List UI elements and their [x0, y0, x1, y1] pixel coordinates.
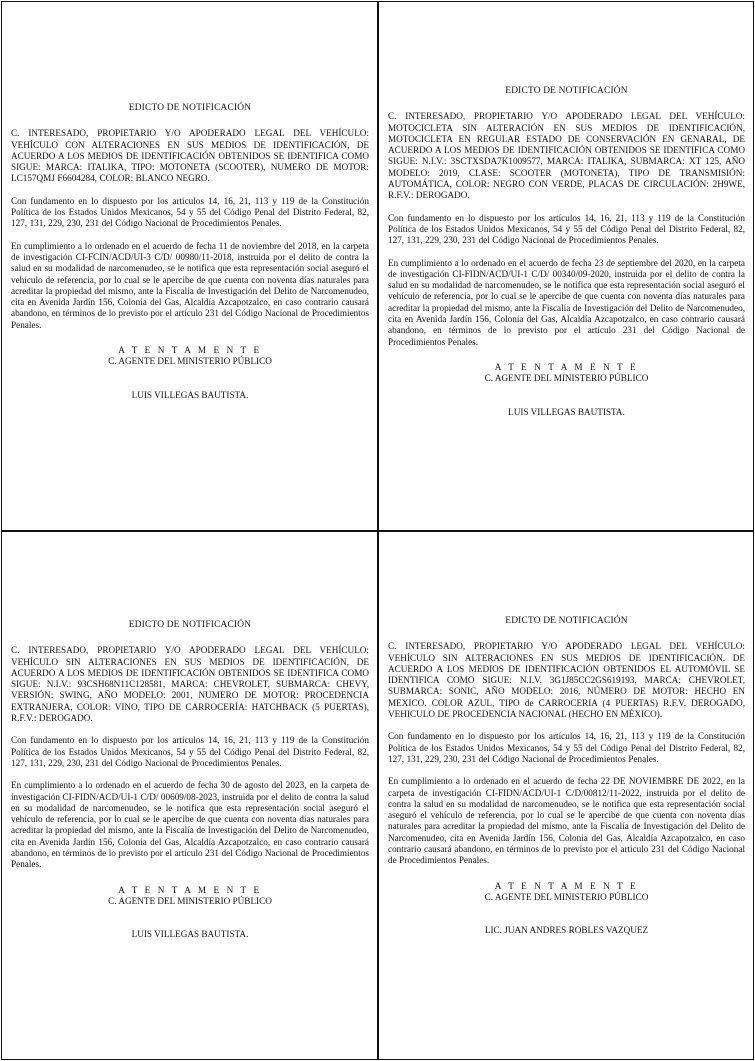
notice-bottom-right: [378, 531, 754, 1060]
legal-basis-paragraph: Con fundamento en lo dispuesto por los artículos 14, 16, 21, 113 y 119 de la Constitución Política de los Estados Unidos Mexicanos, 54 y 55 del Código Penal del Distrito Federal, 82, 127, 131, 229, 230, 231 del Código Nacional de Procedimientos Penales.: [388, 731, 745, 764]
notice-title: EDICTO DE NOTIFICACIÓN: [505, 86, 628, 96]
notice-title: EDICTO DE NOTIFICACIÓN: [128, 103, 252, 113]
legal-basis-paragraph: Con fundamento en lo dispuesto por los artículos 14, 16, 21, 113 y 119 de la Constitución Política de los Estados Unidos Mexicanos, 54 y 55 del Código Penal del Distrito Federal, 82, 127, 131, 229, 230, 231 del Código Nacional de Procedimientos Penales.: [11, 195, 369, 229]
closing-block: [11, 345, 369, 401]
notice-body: [388, 86, 745, 418]
order-paragraph: En cumplimiento a lo ordenado en el acuerdo de fecha 23 de septiembre del 2020, en la carpeta de investigación CI-FIDN/ACD/UI-1 C/D/ 00340/09-2020, instruida por el delito de contra la salud en su modalidad de narcomenudeo, se le notifica que esta representación social aseguró el vehículo de referencia, por lo cual se le apercibe de que cuenta con noventa días naturales para acreditar la propiedad del mismo, ante la Fiscalía de Investigación del Delito de Narcomenudeo, cita en Avenida Jardín 156, Colonia del Gas, Alcaldía Azcapotzalco, en caso contrario causará abandono, en términos de lo previsto por el artículo 231 del Código Nacional de Procedimientos Penales.: [388, 257, 745, 347]
order-paragraph: En cumplimiento a lo ordenado en el acuerdo de fecha 22 DE NOVIEMBRE DE 2022, en la carpeta de investigación CI-FIDN/ACD/UI-1 C/D/00812/11-2022, instruida por el delito de contra la salud en su modalidad de narcomenudeo, se le notifica que esta representación social aseguró el vehículo de referencia, por lo cual se le apercibe de que cuenta con noventa días naturales para acreditar la propiedad del mismo, ante la Fiscalía de Investigación del Delito de Narcomenudeo, cita en Avenida Jardín 156, Colonia del Gas, Alcaldía Azcapotzalco, en caso contrario causará abandono, en términos de lo previsto por el artículo 231 del Código Nacional de Procedimientos Penales.: [388, 776, 745, 866]
attentively-line: A T E N T A M E N T E: [118, 345, 262, 356]
signer-role: C. AGENTE DEL MINISTERIO PÚBLICO: [108, 895, 272, 906]
addressee-paragraph: C. INTERESADO, PROPIETARIO Y/O APODERADO LEGAL DEL VEHÍCULO: MOTOCICLETA SIN ALTERACIÓN EN SUS MEDIOS DE IDENTIFICACIÓN, MOTOCICLETA EN REGULAR ESTADO DE CONSERVACIÓN EN GENARAL, DE ACUERDO A LOS MEDIOS DE IDENTIFICACIÓN OBTENIDOS SE IDENTIFICA COMO SIGUE: N.I.V.: 3SCTXSDA7K1009577, MARCA: ITALIKA, SUBMARCA: XT 125, AÑO MODELO: 2019, CLASE: SCOOTER (MOTONETA), TIPO DE TRANSMISIÓN: AUTOMÁTICA, COLOR: NEGRO CON VERDE, PLACAS DE CIRCULACIÓN: 2H9WE, R.F.V.: DEROGADO.: [388, 111, 745, 201]
closing-block: [388, 362, 745, 418]
closing-block: [11, 885, 369, 941]
addressee-paragraph: C. INTERESADO, PROPIETARIO Y/O APODERADO LEGAL DEL VEHÍCULO: VEHÍCULO SIN ALTERACIONES EN SUS MEDIOS DE IDENTIFICACIÓN, DE ACUERDO A LOS MEDIOS DE IDENTIFICACIÓN OBTENIDOS SE IDENTIFICA COMO SIGUE: N.I.V.: 93CSH68N11C128581, MARCA: CHEVROLET, SUBMARCA: CHEVY, VERSIÓN: SWING, AÑO MODELO: 2001, NUMERO DE MOTOR: PROCEDENCIA EXTRANJERA, COLOR: VINO, TIPO DE CARROCERÍA: HATCHBACK (5 PUERTAS), R.F.V.: DEROGADO.: [11, 645, 369, 724]
attentively-line: A T E N T A M E N T E: [118, 884, 262, 895]
notice-body: [388, 616, 745, 937]
attentively-line: A T E N T A M E N T E: [494, 361, 639, 372]
notice-bottom-left: [1, 531, 378, 1060]
attentively-line: A T E N T A M E N T E: [494, 880, 639, 891]
notice-body: [11, 103, 369, 401]
signer-role: C. AGENTE DEL MINISTERIO PÚBLICO: [484, 891, 649, 902]
notice-top-right: [378, 1, 754, 531]
notice-title: EDICTO DE NOTIFICACIÓN: [128, 620, 252, 630]
order-paragraph: En cumplimiento a lo ordenado en el acuerdo de fecha 11 de noviembre del 2018, en la carpeta de investigación CI-FCIN/ACD/UI-3 C/D/ 00980/11-2018, instruida por el delito de contra la salud en su modalidad de narcomenudeo, se le notifica que esta representación social aseguró el vehículo de referencia, por lo cual se le apercibe de que cuenta con noventa días naturales para acreditar la propiedad del mismo, ante la Fiscalía de Investigación del Delito de Narcomenudeo, cita en Avenida Jardín 156, Colonia del Gas, Alcaldía Azcapotzalco, en caso contrario causará abandono, en términos de lo previsto por el artículo 231 del Código Nacional de Procedimientos Penales.: [11, 240, 369, 330]
addressee-paragraph: C. INTERESADO, PROPIETARIO Y/O APODERADO LEGAL DEL VEHÍCULO: VEHÍCULO CON ALTERACIONES EN SUS MEDIOS DE IDENTIFICACIÓN, DE ACUERDO A LOS MEDIOS DE IDENTIFICACIÓN OBTENIDOS SE IDENTIFICA COMO SIGUE: MARCA: ITALIKA, TIPO: MOTONETA (SCOOTER), NUMERO DE MOTOR: LC157QMJ F6604284, COLOR: BLANCO NEGRO.: [11, 128, 369, 184]
order-paragraph: En cumplimiento a lo ordenado en el acuerdo de fecha 30 de agosto del 2023, en la carpeta de investigación CI-FIDN/ACD/UI-1 C/D/ 00609/08-2023, instruida por el delito de contra la salud en su modalidad de narcomenudeo, se le notifica que esta representación social aseguró el vehículo de referencia, por lo cual se le apercibe de que cuenta con noventa días naturales para acreditar la propiedad del mismo, ante la Fiscalía de Investigación del Delito de Narcomenudeo, cita en Avenida Jardín 156, Colonia del Gas, Alcaldía Azcapotzalco, en caso contrario causará abandono, en términos de lo previsto por el artículo 231 del Código Nacional de Procedimientos Penales.: [11, 780, 369, 870]
notice-title: EDICTO DE NOTIFICACIÓN: [505, 616, 628, 626]
legal-basis-paragraph: Con fundamento en lo dispuesto por los artículos 14, 16, 21, 113 y 119 de la Constitución Política de los Estados Unidos Mexicanos, 54 y 55 del Código Penal del Distrito Federal, 82, 127, 131, 229, 230, 231 del Código Nacional de Procedimientos Penales.: [11, 735, 369, 768]
closing-block: [388, 881, 745, 937]
signer-name: LUIS VILLEGAS BAUTISTA.: [508, 406, 625, 417]
legal-basis-paragraph: Con fundamento en lo dispuesto por los artículos 14, 16, 21, 113 y 119 de la Constitución Política de los Estados Unidos Mexicanos, 54 y 55 del Código Penal del Distrito Federal, 82, 127, 131, 229, 230, 231 del Código Nacional de Procedimientos Penales.: [388, 212, 745, 246]
signer-role: C. AGENTE DEL MINISTERIO PÚBLICO: [108, 356, 272, 367]
signer-name: LUIS VILLEGAS BAUTISTA.: [131, 929, 249, 940]
signer-name: LUIS VILLEGAS BAUTISTA.: [131, 389, 249, 400]
signer-name: LIC. JUAN ANDRES ROBLES VAZQUEZ: [484, 925, 649, 936]
signer-role: C. AGENTE DEL MINISTERIO PÚBLICO: [484, 373, 649, 384]
notice-body: [11, 620, 369, 941]
addressee-paragraph: C. INTERESADO, PROPIETARIO Y/O APODERADO LEGAL DEL VEHÍCULO: VEHÍCULO SIN ALTERACIONES EN SUS MEDIOS DE IDENTIFICACIÓN. DE ACUERDO A LOS MEDIOS DE IDENTIFICACIÓN OBTENIDOS EL AUTOMÓVIL SE IDENTIFICA COMO SIGUE: N.I.V. 3G1J85CC2GS619193, MARCA: CHEVROLET, SUBMARCA: SONIC, AÑO MODELO: 2016, NÚMERO DE MOTOR: HECHO EN MEXICO. COLOR AZUL, TIPO de CARROCERIA (4 PUERTAS) R.F.V. DEROGADO, VEHICULO DE PROCEDENCIA NACIONAL (HECHO EN MÉXICO).: [388, 641, 745, 720]
notice-top-left: [1, 1, 378, 531]
